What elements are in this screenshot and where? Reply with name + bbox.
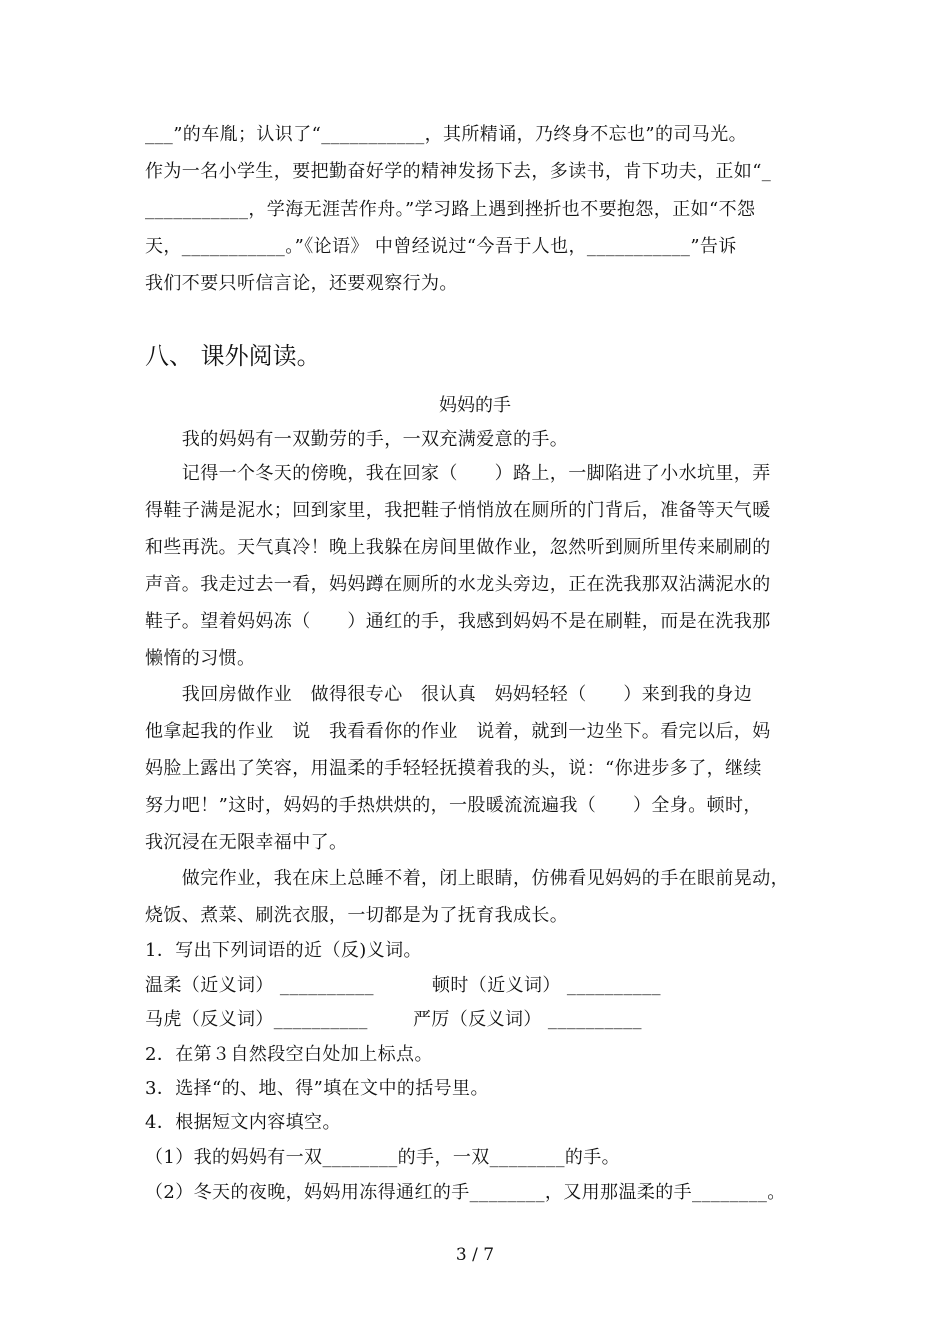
section-heading: 八、 课外阅读。 bbox=[145, 342, 321, 370]
question-3: 3．选择“的、地、得”填在文中的括号里。 bbox=[145, 1078, 489, 1099]
story-line: 和些再洗。天气真冷！晚上我躲在房间里做作业，忽然听到厕所里传来刷刷的 bbox=[145, 537, 771, 558]
question-2: 2．在第３自然段空白处加上标点。 bbox=[145, 1044, 433, 1065]
question-1-item: 马虎（反义词）__________ bbox=[145, 1009, 368, 1030]
story-line: 做完作业，我在床上总睡不着，闭上眼睛，仿佛看见妈妈的手在眼前晃动， bbox=[145, 868, 789, 889]
story-line: 我的妈妈有一双勤劳的手，一双充满爱意的手。 bbox=[145, 429, 569, 450]
paragraph-line: 我们不要只听信言论，还要观察行为。 bbox=[145, 273, 458, 294]
paragraph-line: 作为一名小学生，要把勤奋好学的精神发扬下去，多读书，肯下功夫，正如“_ bbox=[145, 161, 772, 182]
question-1: 1．写出下列词语的近（反)义词。 bbox=[145, 940, 422, 961]
question-1-item: 温柔（近义词） __________ bbox=[145, 975, 374, 996]
paragraph-line: 天，___________。”《论语》 中曾经说过“今吾于人也，___________”告诉 bbox=[145, 236, 737, 257]
question-1-item: 严厉（反义词） __________ bbox=[413, 1009, 642, 1030]
story-line: 努力吧！”这时，妈妈的手热烘烘的，一股暖流流遍我（ ）全身。顿时， bbox=[145, 795, 762, 816]
question-4-1: （1）我的妈妈有一双________的手，一双________的手。 bbox=[145, 1147, 621, 1168]
question-4: 4．根据短文内容填空。 bbox=[145, 1112, 341, 1133]
page-number: 3 / 7 bbox=[455, 1245, 495, 1265]
question-1-item: 顿时（近义词） __________ bbox=[432, 975, 661, 996]
story-line: 妈脸上露出了笑容，用温柔的手轻轻抚摸着我的头，说：“你进步多了，继续 bbox=[145, 758, 762, 779]
paragraph-line: ___”的车胤；认识了“___________，其所精诵，乃终身不忘也”的司马光。 bbox=[145, 124, 748, 145]
story-line: 我沉浸在无限幸福中了。 bbox=[145, 832, 348, 853]
story-title: 妈妈的手 bbox=[439, 395, 511, 416]
story-line: 烧饭、煮菜、刷洗衣服，一切都是为了抚育我成长。 bbox=[145, 905, 569, 926]
story-line: 声音。我走过去一看，妈妈蹲在厕所的水龙头旁边，正在洗我那双沾满泥水的 bbox=[145, 574, 771, 595]
story-line: 他拿起我的作业 说 我看看你的作业 说着，就到一边坐下。看完以后，妈 bbox=[145, 721, 771, 742]
story-line: 记得一个冬天的傍晚，我在回家（ ）路上，一脚陷进了小水坑里，弄 bbox=[145, 463, 771, 484]
question-4-2: （2）冬天的夜晚，妈妈用冻得通红的手________，又用那温柔的手________。 bbox=[145, 1182, 786, 1203]
story-line: 懒惰的习惯。 bbox=[145, 648, 256, 669]
story-line: 鞋子。望着妈妈冻（ ）通红的手，我感到妈妈不是在刷鞋，而是在洗我那 bbox=[145, 611, 771, 632]
story-line: 我回房做作业 做得很专心 很认真 妈妈轻轻（ ）来到我的身边 bbox=[145, 684, 753, 705]
paragraph-line: ___________，学海无涯苦作舟。”学习路上遇到挫折也不要抱怨，正如“不怨 bbox=[145, 199, 756, 220]
story-line: 得鞋子满是泥水；回到家里，我把鞋子悄悄放在厕所的门背后，准备等天气暖 bbox=[145, 500, 771, 521]
